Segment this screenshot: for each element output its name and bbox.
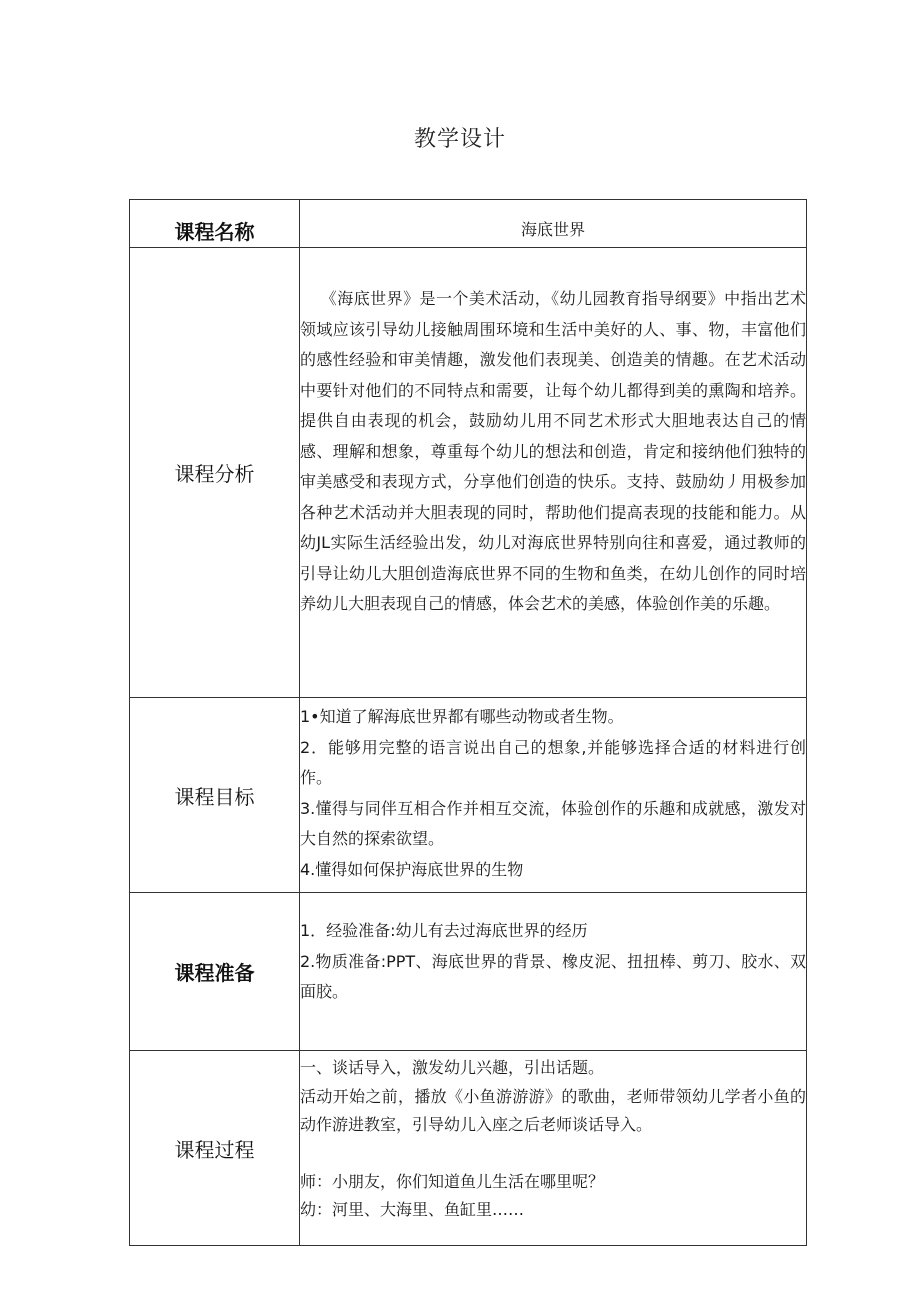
process-line: 师：小朋友，你们知道鱼儿生活在哪里呢？ xyxy=(300,1171,605,1191)
goal-item: 1•知道了解海底世界都有哪些动物或者生物。 xyxy=(300,707,624,726)
prep-item: 2.物质准备:PPT、海底世界的背景、橡皮泥、扭扭棒、剪刀、胶水、双面胶。 xyxy=(300,951,806,1001)
goal-item: 3.懂得与同伴互相合作并相互交流，体验创作的乐趣和成就感，激发对大自然的探索欲望。 xyxy=(300,798,806,848)
course-analysis-label: 课程分析 xyxy=(130,248,300,698)
table-row-course-process xyxy=(130,1051,807,1246)
prep-item: 1．经验准备:幼儿有去过海底世界的经历 xyxy=(300,921,588,940)
table-row-course-analysis xyxy=(130,248,807,698)
process-line: 活动开始之前，播放《小鱼游游游》的歌曲，老师带领幼儿学者小鱼的动作游进教室，引导幼儿入座之后老师谈话导入。 xyxy=(300,1086,806,1134)
goal-item: 4.懂得如何保护海底世界的生物 xyxy=(300,859,524,879)
course-name-label: 课程名称 xyxy=(130,200,300,248)
course-name-value: 海底世界 xyxy=(300,200,807,248)
table-row-course-prep xyxy=(130,893,807,1051)
process-line: 一、谈话导入，激发幼儿兴趣，引出话题。 xyxy=(300,1058,605,1077)
course-goals-label: 课程目标 xyxy=(130,698,300,893)
course-process-cell xyxy=(300,1051,807,1246)
course-prep-label: 课程准备 xyxy=(130,893,300,1051)
process-line: 幼：河里、大海里、鱼缸里…… xyxy=(300,1200,525,1219)
table-row-course-name xyxy=(130,200,807,248)
process-spacer xyxy=(300,1140,806,1168)
table-row-course-goals xyxy=(130,698,807,893)
document-title: 教学设计 xyxy=(413,127,506,152)
course-analysis-text: 《海底世界》是一个美术活动，《幼儿园教育指导纲要》中指出艺术领域应该引导幼儿接触周围环境和生活中美好的人、事、物，丰富他们的感性经验和审美情趣，激发他们表现美、创造美的情趣。在艺术活动中要针对他们的不同特点和需要，让每个幼儿都得到美的熏陶和培养。提供自由表现的机会，鼓励幼儿用不同艺术形式大胆地表达自己的情感、理解和想象，尊重每个幼儿的想法和创造，肯定和接纳他们独特的审美感受和表现方式，分享他们创造的快乐。支持、鼓励幼丿用极参加各种艺术活动并大胆表现的同时，帮助他们提高表现的技能和能力。从幼JL实际生活经验出发，幼儿对海底世界特别向往和喜爱，通过教师的引导让幼儿大胆创造海底世界不同的生物和鱼类，在幼儿创作的同时培养幼儿大胆表现自己的情感，体会艺术的美感，体验创作美的乐趣。 xyxy=(300,289,806,613)
course-process-label: 课程过程 xyxy=(130,1051,300,1246)
course-analysis-cell xyxy=(300,248,807,698)
course-goals-cell xyxy=(300,698,807,893)
course-prep-cell xyxy=(300,893,807,1051)
lesson-plan-table xyxy=(129,199,807,1246)
goal-item: 2．能够用完整的语言说出自己的想象,并能够选择合适的材料进行创作。 xyxy=(300,737,806,787)
